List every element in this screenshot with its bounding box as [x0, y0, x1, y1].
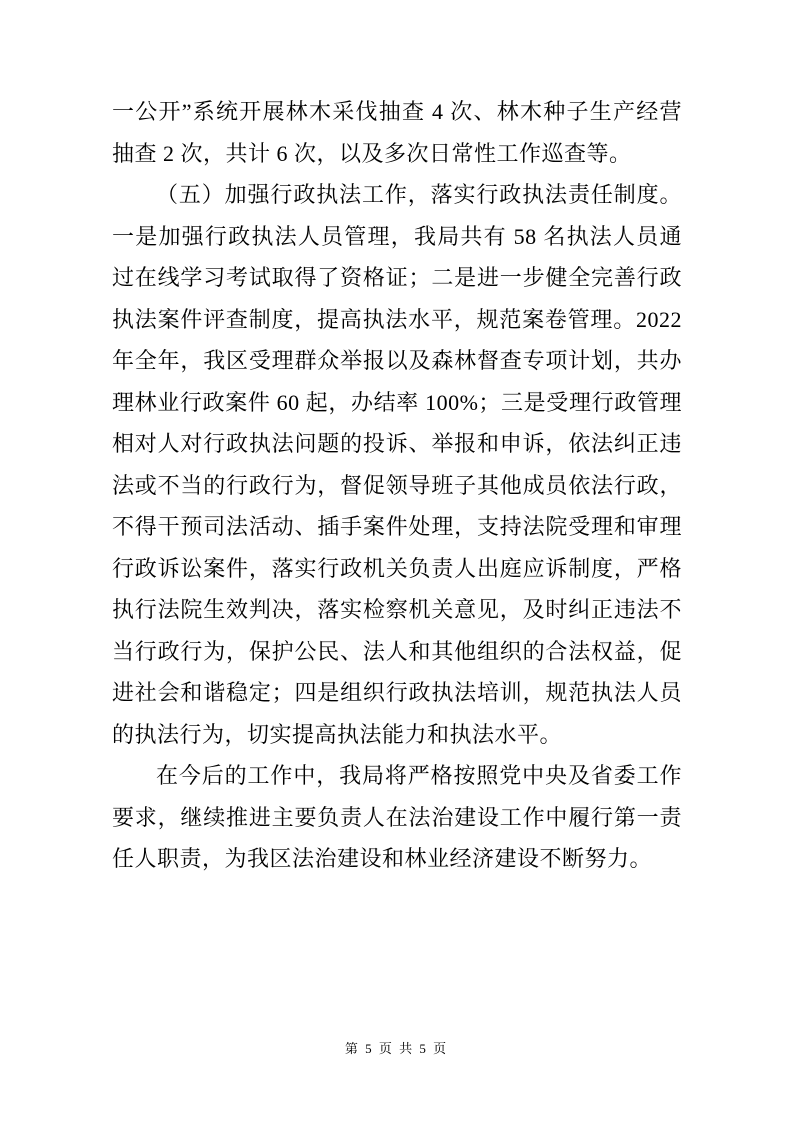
document-content	[112, 91, 682, 880]
paragraph-continuation: 一公开”系统开展林木采伐抽查 4 次、林木种子生产经营抽查 2 次，共计 6 次，以及多次日常性工作巡查等。	[112, 99, 682, 166]
paragraph-section-five: （五）加强行政执法工作，落实行政执法责任制度。一是加强行政执法人员管理，我局共有 58 名执法人员通过在线学习考试取得了资格证；二是进一步健全完善行政执法案件评查制度，提高执法水平，规范案卷管理。2022 年全年，我区受理群众举报以及森林督查专项计划，共办理林业行政案件 60 起，办结率 100%；三是受理行政管理相对人对行政执法问题的投诉、举报和申诉，依法纠正违法或不当的行政行为，督促领导班子其他成员依法行政，不得干预司法活动、插手案件处理，支持法院受理和审理行政诉讼案件，落实行政机关负责人出庭应诉制度，严格执行法院生效判决，落实检察机关意见，及时纠正违法不当行政行为，保护公民、法人和其他组织的合法权益，促进社会和谐稳定；四是组织行政执法培训，规范执法人员的执法行为，切实提高执法能力和执法水平。	[112, 182, 682, 747]
paragraph-conclusion: 在今后的工作中，我局将严格按照党中央及省委工作要求，继续推进主要负责人在法治建设工作中履行第一责任人职责，为我区法治建设和林业经济建设不断努力。	[112, 763, 682, 871]
page-number-label: 第 5 页 共 5 页	[344, 1041, 449, 1056]
page-footer	[0, 1038, 793, 1058]
